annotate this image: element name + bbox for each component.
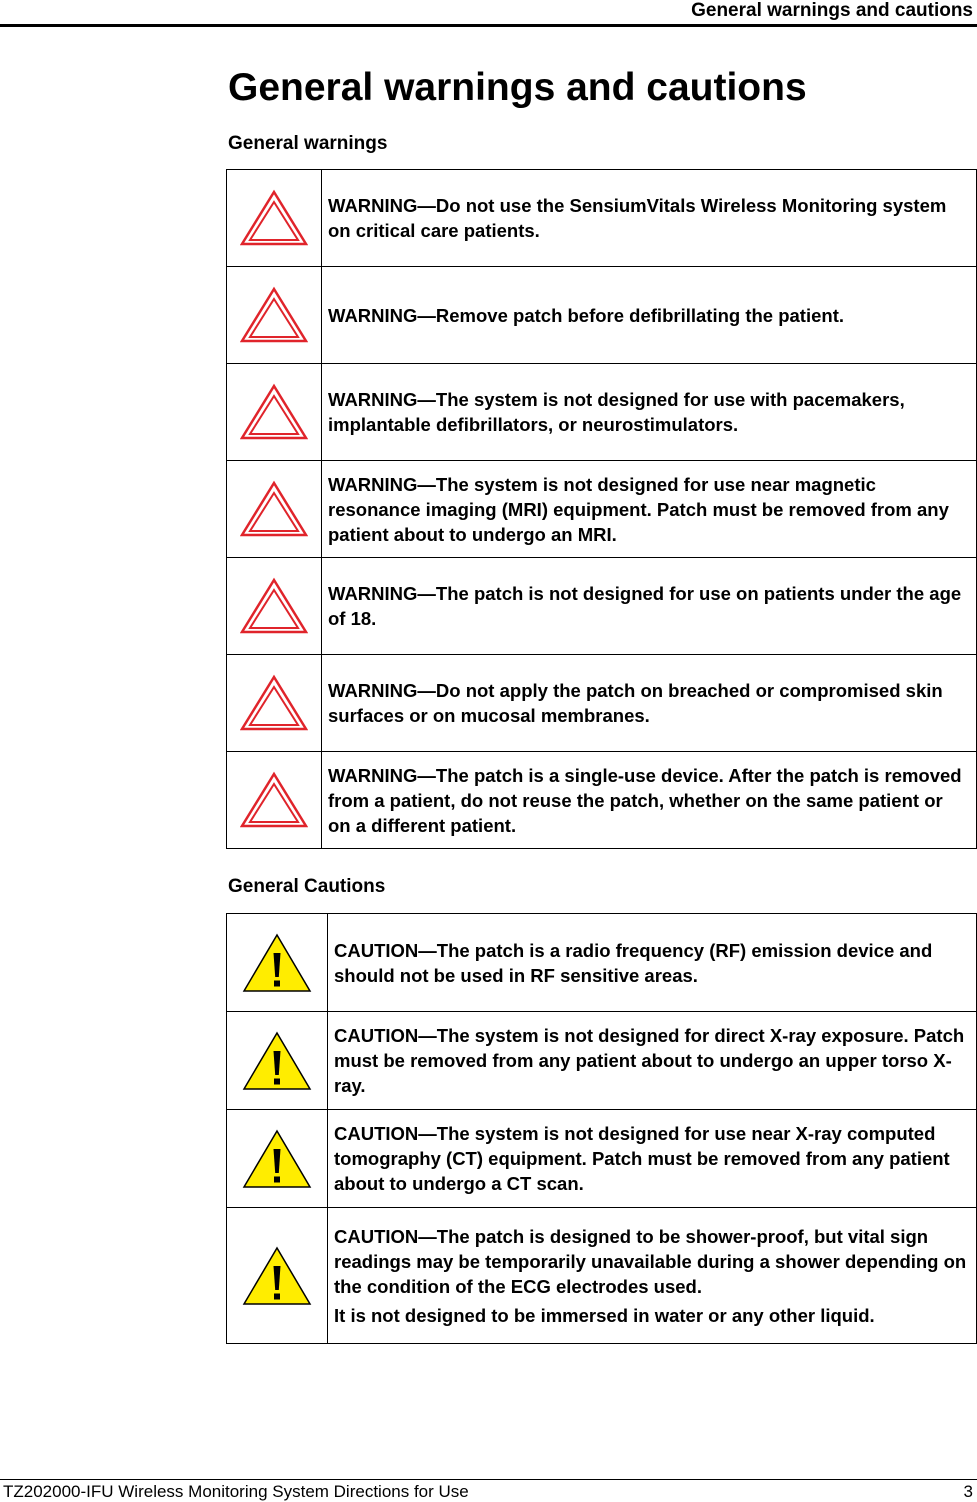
- header-rule: [0, 24, 977, 27]
- warning-triangle-icon: [240, 189, 308, 247]
- warning-text: WARNING—The patch is not designed for use on patients under the age of 18.: [322, 558, 977, 655]
- warning-row: [227, 364, 977, 461]
- warning-triangle-icon: [240, 286, 308, 344]
- warnings-table: [226, 169, 977, 849]
- page-title: General warnings and cautions: [228, 66, 807, 109]
- caution-exclamation-triangle-icon: [242, 1246, 312, 1306]
- warning-text: WARNING—Do not apply the patch on breached or compromised skin surfaces or on mucosal membranes.: [322, 655, 977, 752]
- warning-text: WARNING—The system is not designed for use with pacemakers, implantable defibrillators, or neurostimulators.: [322, 364, 977, 461]
- warning-row: [227, 267, 977, 364]
- warning-row: [227, 461, 977, 558]
- caution-text: CAUTION—The patch is designed to be shower-proof, but vital sign readings may be temporarily unavailable during a shower depending on the condition of the ECG electrodes used.: [334, 1225, 967, 1297]
- warning-text: WARNING—The system is not designed for use near magnetic resonance imaging (MRI) equipment. Patch must be removed from any patient about to undergo an MRI.: [322, 461, 977, 558]
- cautions-heading: General Cautions: [228, 876, 386, 897]
- warning-text: WARNING—The patch is a single-use device. After the patch is removed from a patient, do not reuse the patch, whether on the same patient or on a different patient.: [322, 752, 977, 849]
- warning-row: [227, 655, 977, 752]
- caution-text: CAUTION—The patch is a radio frequency (RF) emission device and should not be used in RF sensitive areas.: [328, 914, 977, 1012]
- caution-exclamation-triangle-icon: [242, 933, 312, 993]
- running-header: General warnings and cautions: [691, 0, 973, 21]
- caution-row: [227, 1012, 977, 1110]
- caution-text: CAUTION—The system is not designed for direct X-ray exposure. Patch must be removed from any patient about to undergo an upper torso X-ray.: [328, 1012, 977, 1110]
- footer-document-title: TZ202000-IFU Wireless Monitoring System Directions for Use: [3, 1482, 469, 1501]
- warning-triangle-icon: [240, 674, 308, 732]
- warning-triangle-icon: [240, 771, 308, 829]
- warning-row: [227, 752, 977, 849]
- caution-extra-text: It is not designed to be immersed in water or any other liquid.: [334, 1304, 875, 1326]
- caution-exclamation-triangle-icon: [242, 1031, 312, 1091]
- caution-row: [227, 914, 977, 1012]
- warning-row: [227, 170, 977, 267]
- warning-text: WARNING—Do not use the SensiumVitals Wireless Monitoring system on critical care patients.: [322, 170, 977, 267]
- footer-page-number: 3: [963, 1482, 973, 1501]
- footer-rule: [0, 1479, 977, 1480]
- caution-row: [227, 1208, 977, 1344]
- warning-triangle-icon: [240, 480, 308, 538]
- warning-triangle-icon: [240, 577, 308, 635]
- warnings-heading: General warnings: [228, 133, 388, 154]
- caution-exclamation-triangle-icon: [242, 1129, 312, 1189]
- caution-text: CAUTION—The system is not designed for use near X-ray computed tomography (CT) equipment. Patch must be removed from any patient about to undergo a CT scan.: [328, 1110, 977, 1208]
- warning-row: [227, 558, 977, 655]
- cautions-table: [226, 913, 977, 1344]
- warning-text: WARNING—Remove patch before defibrillating the patient.: [322, 267, 977, 364]
- caution-text-cell: [328, 1208, 977, 1344]
- warning-triangle-icon: [240, 383, 308, 441]
- caution-row: [227, 1110, 977, 1208]
